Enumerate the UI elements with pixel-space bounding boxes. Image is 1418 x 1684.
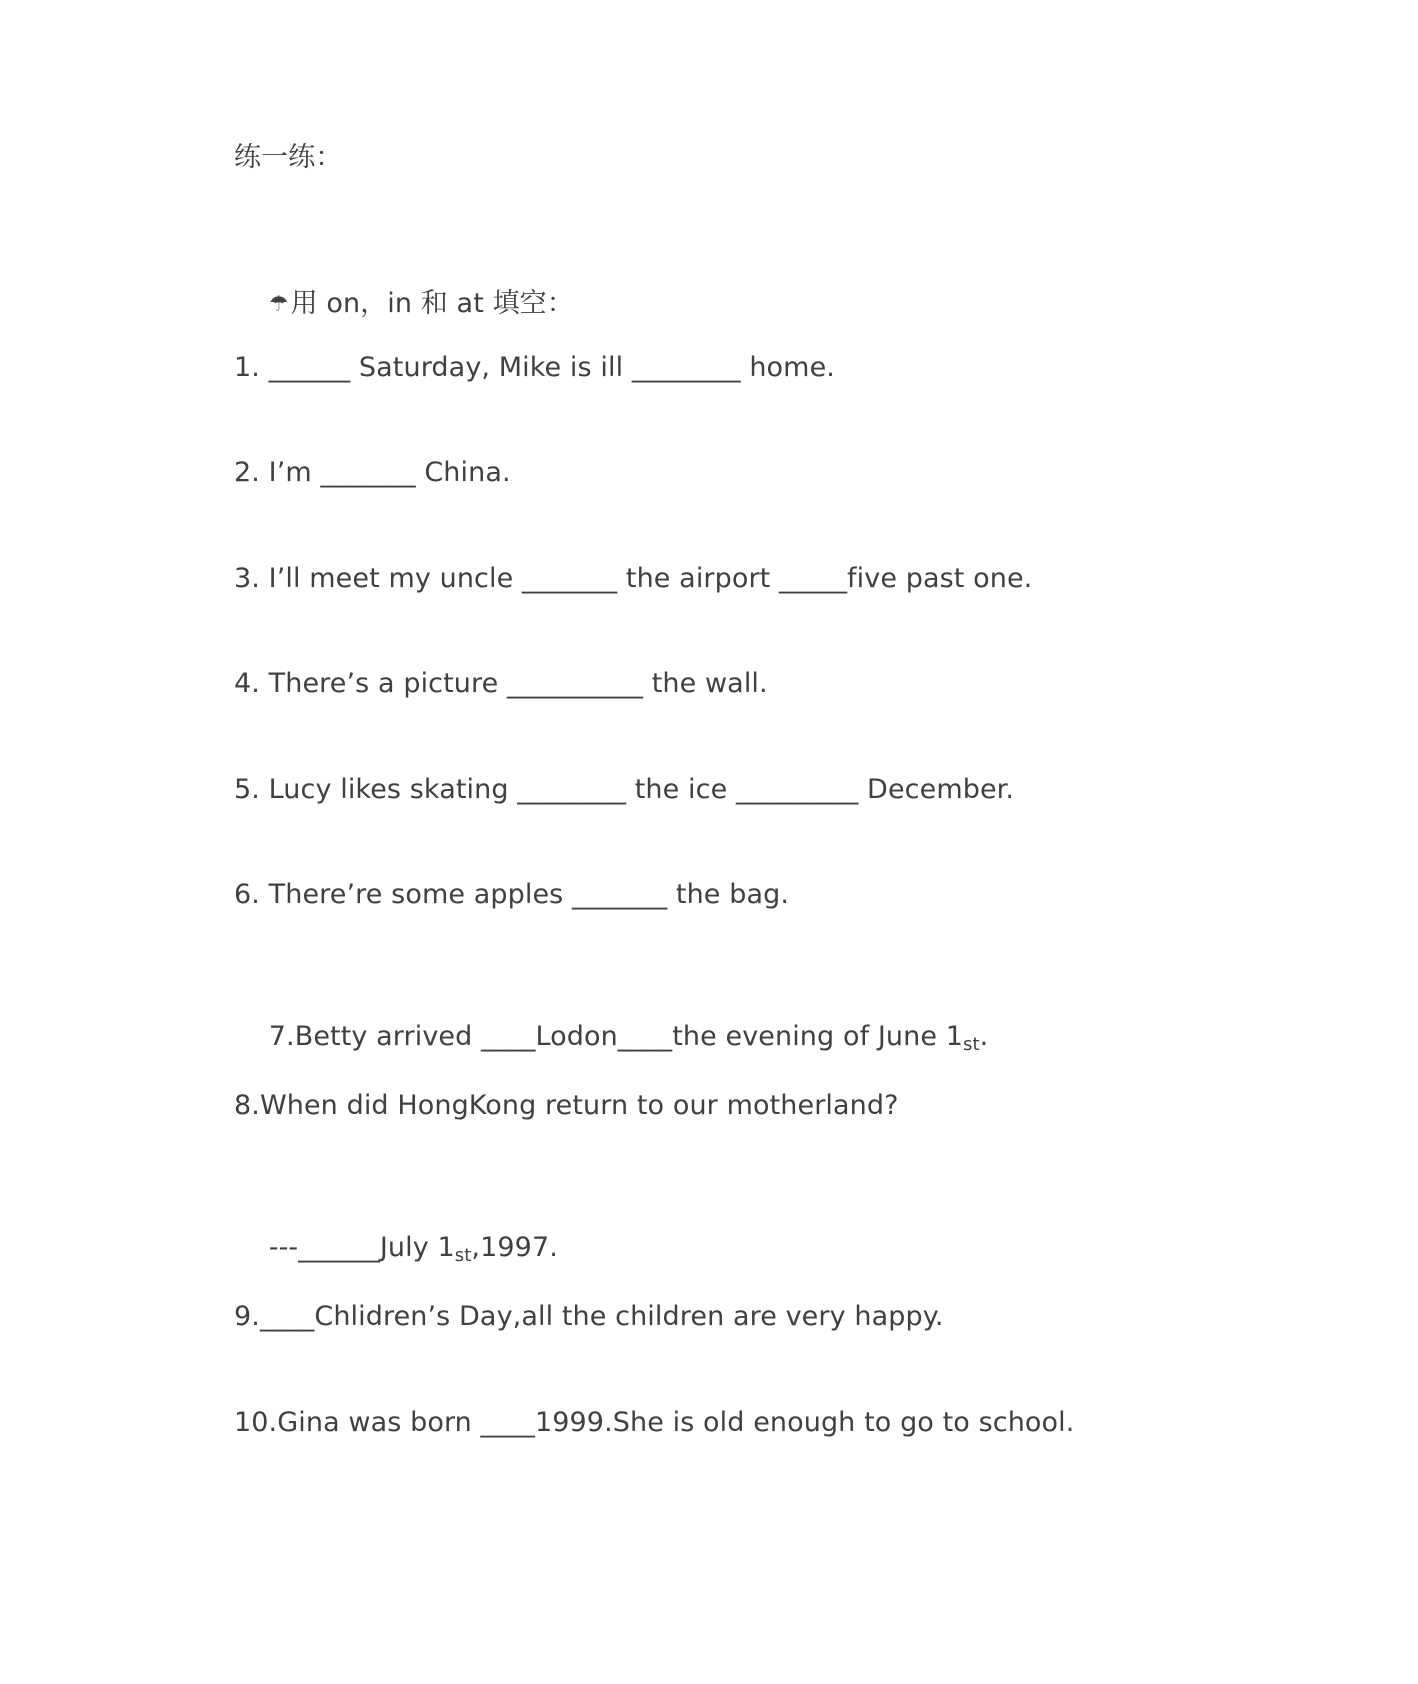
question-9: 9.____Chlidren’s Day,all the children are very happy.: [234, 1301, 944, 1332]
question-4: 4. There’s a picture __________ the wall.: [234, 668, 768, 699]
instruction-line: [234, 250, 574, 359]
question-8-answer: [234, 1194, 558, 1310]
question-8: 8.When did HongKong return to our motherland?: [234, 1090, 899, 1121]
question-10: 10.Gina was born ____1999.She is old enough to go to school.: [234, 1407, 1075, 1438]
question-7: [234, 983, 988, 1099]
instruction-text: 用 on，in 和 at 填空：: [290, 288, 574, 319]
question-2: 2. I’m _______ China.: [234, 457, 511, 488]
umbrella-icon: ☂: [268, 292, 289, 317]
question-1: 1. ______ Saturday, Mike is ill ________ home.: [234, 352, 835, 383]
question-8-answer-main: ---______July 1: [268, 1232, 455, 1263]
question-5: 5. Lucy likes skating ________ the ice _________ December.: [234, 774, 1015, 805]
question-7-end: .: [979, 1021, 989, 1052]
question-8-answer-end: ,1997.: [471, 1232, 558, 1263]
question-7-subscript: st: [963, 1034, 980, 1055]
question-6: 6. There’re some apples _______ the bag.: [234, 879, 790, 910]
question-3: 3. I’ll meet my uncle _______ the airport _____five past one.: [234, 563, 1033, 594]
question-7-main: 7.Betty arrived ____Lodon____the evening of June 1: [268, 1021, 964, 1052]
question-8-answer-subscript: st: [454, 1245, 472, 1266]
exercise-heading: 练一练：: [234, 142, 343, 173]
